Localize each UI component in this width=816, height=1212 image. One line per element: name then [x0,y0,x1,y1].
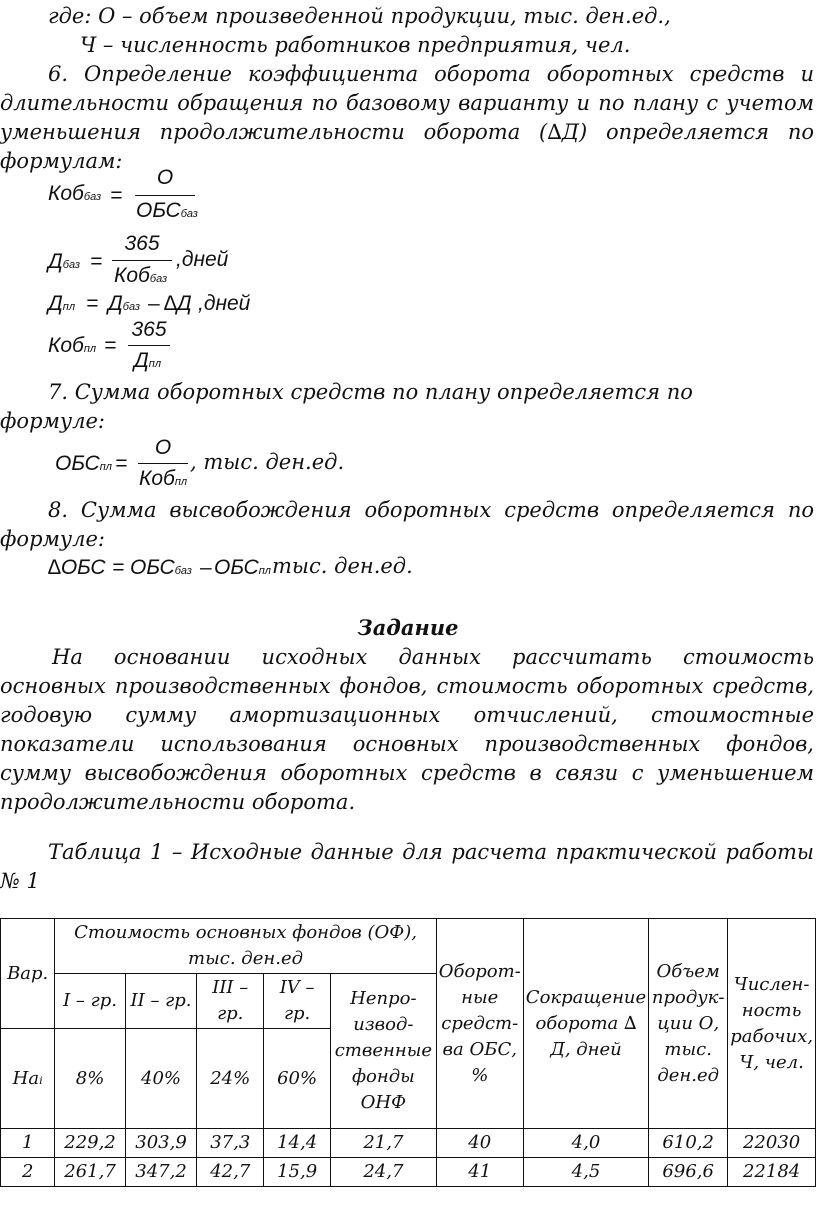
header-group-2: II – гр. [125,974,197,1029]
text-line: сумму высвобождения оборотных средств в связи с уменьшением [0,761,814,785]
table-cell: 21,7 [331,1129,437,1158]
equals-sign: = [86,292,99,315]
text-line: показатели использования основных производственных фондов, [0,732,814,756]
text-line: длительности обращения по базовому варианту и по плану с учетом [0,91,814,115]
table-row [1,1158,816,1187]
table-cell: 22184 [728,1158,816,1187]
task-title: Задание [357,615,459,640]
unit-label: , тыс. ден.ед. [190,450,345,474]
table-cell: 4,5 [523,1158,648,1187]
fraction-denominator: Дпл [134,349,162,372]
minus-sign: – [200,556,212,579]
header-group-3: III – гр. [197,974,264,1029]
na-cell: 24% [197,1029,264,1129]
fraction-numerator: О [156,166,174,189]
text-line: Ч – численность работников предприятия, чел. [80,33,631,57]
formula-obs-pl: ОБСпл [55,452,112,475]
header-nonproduction: Непро-извод-ственные фонды ОНФ [331,974,437,1129]
table-row [1,1129,816,1158]
formula-d-pl: Дпл [48,292,76,315]
minus-sign: – [148,292,160,315]
table-cell: 41 [436,1158,523,1187]
text-line: формуле: [0,527,105,551]
header-fixed-assets: Стоимость основных фондов (ОФ), тыс. ден.ед [55,919,436,974]
table-cell: 696,6 [649,1158,728,1187]
formula-term: ОБСпл [214,556,271,579]
table-cell: 40 [436,1129,523,1158]
text-line: 6. Определение коэффициента оборота оборотных средств и [48,62,814,86]
header-reduction: Сокращение оборота ∆ Д, дней [523,919,648,1129]
header-group-4: IV – гр. [264,974,331,1029]
header-volume: Объем продук-ции О, тыс. ден.ед [649,919,728,1129]
table-cell: 610,2 [649,1129,728,1158]
equals-sign: = [104,334,117,357]
unit-label: тыс. ден.ед. [272,554,413,578]
table-caption: Таблица 1 – Исходные данные для расчета практической работы [48,840,814,864]
text-line: годовую сумму амортизационных отчислений, стоимостные [0,703,814,727]
text-line: формулам: [0,149,123,173]
text-line: 7. Сумма оборотных средств по плану определяется по [48,380,693,404]
na-cell: 8% [55,1029,125,1129]
header-na: Наᵢ [1,1029,55,1129]
na-cell: 60% [264,1029,331,1129]
fraction-denominator: Коббаз [114,264,168,287]
table-cell: 15,9 [264,1158,331,1187]
fraction-numerator: 365 [124,232,160,255]
text-line: 8. Сумма высвобождения оборотных средств определяется по [48,498,814,522]
table-cell: 4,0 [523,1129,648,1158]
data-table [0,918,816,1187]
table-cell: 22030 [728,1129,816,1158]
fraction-bar [112,260,172,261]
text-line: где: О – объем произведенной продукции, тыс. ден.ед., [48,4,671,28]
table-caption: № 1 [0,869,40,893]
text-line: формуле: [0,409,105,433]
fraction-denominator: Кобпл [139,467,188,490]
formula-kob-pl: Кобпл [48,334,97,357]
formula-term: Дбаз [108,292,140,315]
table-cell: 2 [1,1158,55,1187]
fraction-numerator: 365 [131,318,167,341]
table-cell: 347,2 [125,1158,197,1187]
formula-term: ∆Д [164,292,192,315]
header-workers: Числен-ность рабочих, Ч, чел. [728,919,816,1129]
fraction-bar [128,345,170,346]
unit-label: ,дней [176,248,229,271]
fraction-numerator: О [154,436,172,459]
equals-sign: = [115,452,128,475]
table-cell: 229,2 [55,1129,125,1158]
table-cell: 303,9 [125,1129,197,1158]
fraction-bar [135,195,195,196]
table-cell: 42,7 [197,1158,264,1187]
formula-delta-obs: ∆ОБС [48,556,106,579]
na-cell: 40% [125,1029,197,1129]
fraction-denominator: ОБСбаз [136,199,198,222]
formula-term: ОБСбаз [130,556,192,579]
table-cell: 37,3 [197,1129,264,1158]
table-cell: 1 [1,1129,55,1158]
fraction-bar [138,463,188,464]
text-line: продолжительности оборота. [0,790,356,814]
formula-d-baz: Дбаз [48,250,80,273]
table-cell: 261,7 [55,1158,125,1187]
header-working-capital: Оборот-ные средст-ва ОБС, % [436,919,523,1129]
equals-sign: = [90,250,103,273]
formula-kob-baz: Коббаз [48,182,102,205]
header-group-1: I – гр. [55,974,125,1029]
table-cell: 14,4 [264,1129,331,1158]
text-line: основных производственных фондов, стоимость оборотных средств, [0,674,814,698]
text-line: На основании исходных данных рассчитать стоимость [52,645,814,669]
table-cell: 24,7 [331,1158,437,1187]
equals-sign: = [112,556,125,579]
header-var: Вар. [1,919,55,1029]
equals-sign: = [110,184,123,207]
unit-label: ,дней [198,292,251,315]
text-line: уменьшения продолжительности оборота (∆Д) определяется по [0,120,814,144]
